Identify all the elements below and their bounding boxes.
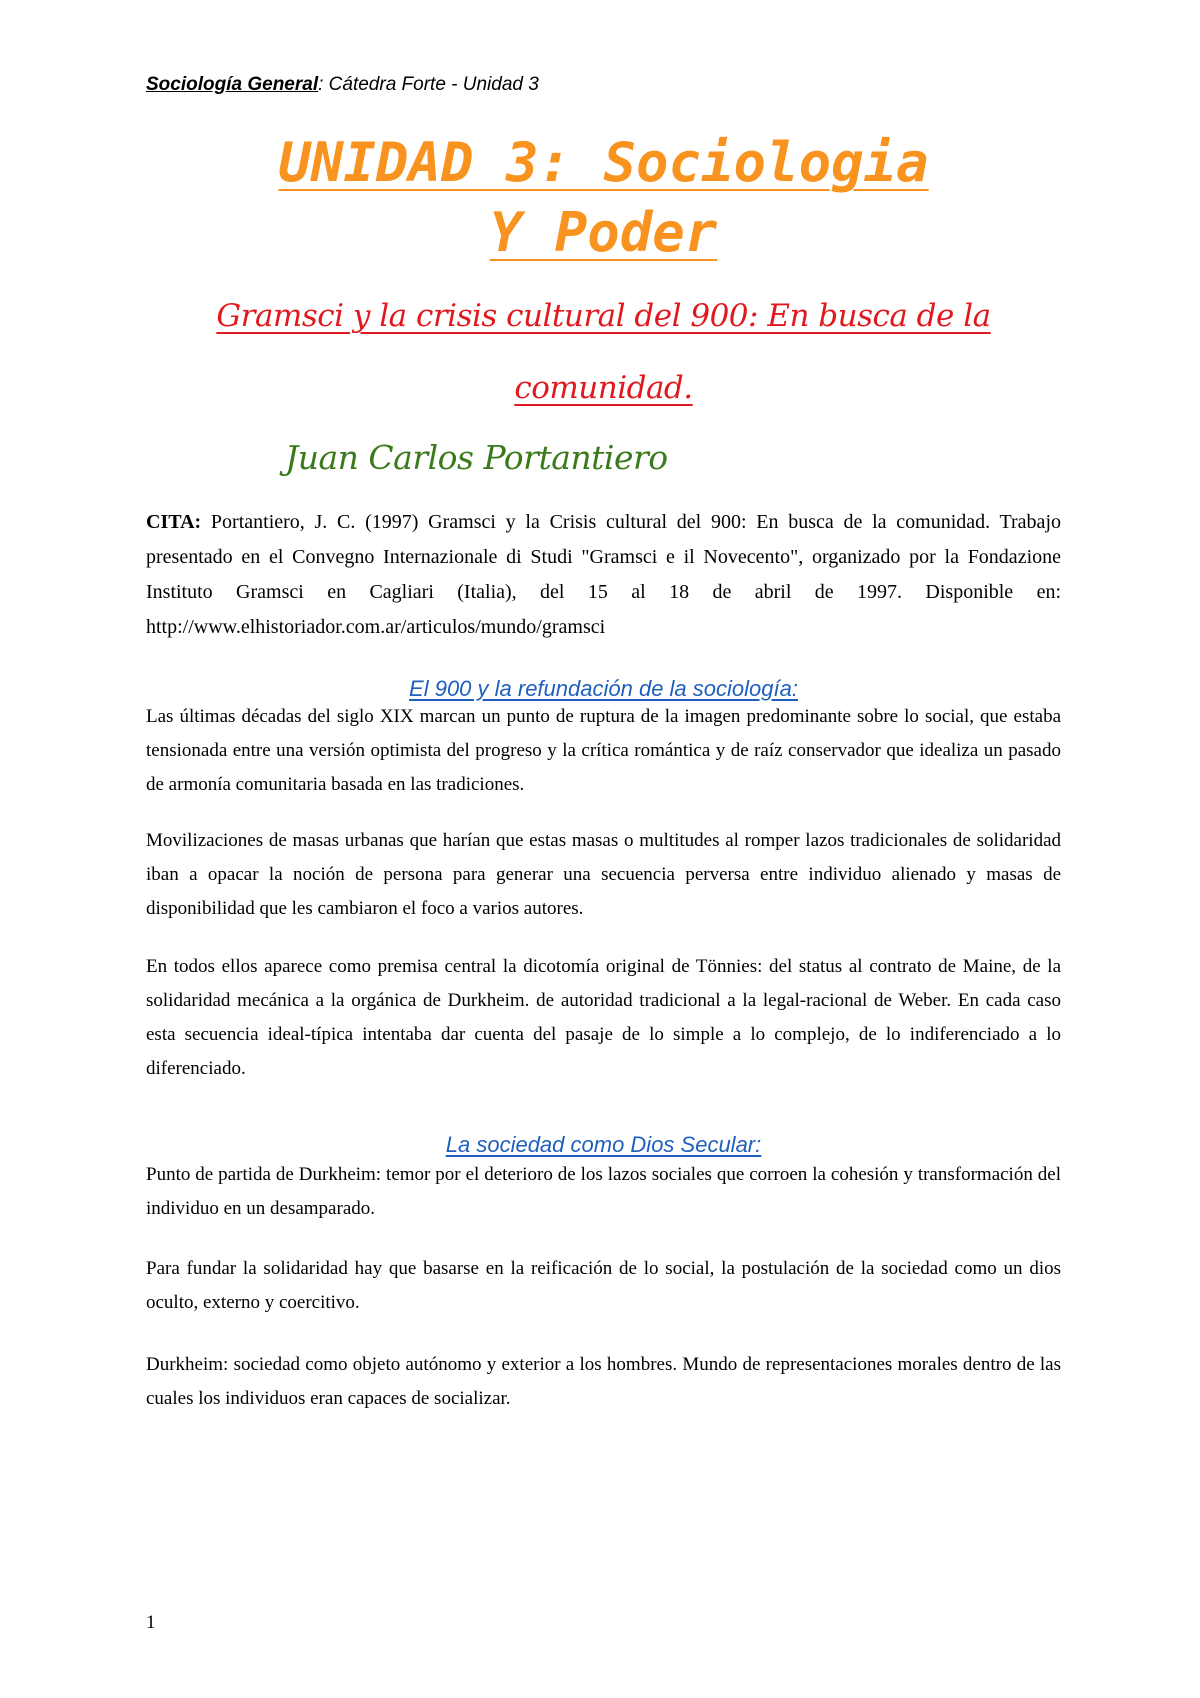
unit-title-line-1: UNIDAD 3: Sociologia	[278, 131, 929, 194]
paragraph: En todos ellos aparece como premisa central la dicotomía original de Tönnies: del status al contrato de Maine, de la solidaridad mecánica a la orgánica de Durkheim. de autoridad tradicional a la legal-racional de Weber. En cada caso esta secuencia ideal-típica intentaba dar cuenta del pasaje de lo simple a lo complejo, de lo indiferenciado a lo diferenciado.	[146, 956, 1061, 1079]
citation-text: Portantiero, J. C. (1997) Gramsci y la Crisis cultural del 900: En busca de la comunidad. Trabajo presentado en el Convegno Internazionale di Studi "Gramsci e il Novecento", organizado por la Fondazione Instituto Gramsci en Cagliari (Italia), del 15 al 18 de abril de 1997. Disponible en: http://www.elhistoriador.com.ar/articulos/mundo/gramsci	[146, 511, 1061, 638]
article-title-line-2: comunidad.	[514, 370, 693, 406]
section-heading-sociology-text: El 900 y la refundación de la sociología:	[409, 676, 798, 701]
paragraph: Para fundar la solidaridad hay que basarse en la reificación de lo social, la postulación de la sociedad como un dios oculto, externo y coercitivo.	[146, 1258, 1061, 1313]
page-number: 1	[146, 1612, 156, 1633]
section-heading-secular-god-text: La sociedad como Dios Secular:	[445, 1132, 762, 1157]
unit-title	[146, 128, 1061, 268]
section-heading-sociology	[146, 676, 1061, 702]
paragraph: Punto de partida de Durkheim: temor por el deterioro de los lazos sociales que corroen la cohesión y transformación del individuo en un desamparado.	[146, 1164, 1061, 1219]
paragraph: Movilizaciones de masas urbanas que harían que estas masas o multitudes al romper lazos tradicionales de solidaridad iban a opacar la noción de persona para generar una secuencia perversa entre individuo alienado y masas de disponibilidad que les cambiaron el foco a varios autores.	[146, 830, 1061, 919]
running-header	[146, 74, 539, 96]
author-name: Juan Carlos Portantiero	[285, 438, 668, 477]
unit-title-line-2: Y Poder	[489, 201, 718, 264]
paragraph: Las últimas décadas del siglo XIX marcan un punto de ruptura de la imagen predominante sobre lo social, que estaba tensionada entre una versión optimista del progreso y la crítica romántica y de raíz conservador que idealiza un pasado de armonía comunitaria basada en las tradiciones.	[146, 706, 1061, 795]
paragraph: Durkheim: sociedad como objeto autónomo y exterior a los hombres. Mundo de representaciones morales dentro de las cuales los individuos eran capaces de socializar.	[146, 1354, 1061, 1409]
citation-label: CITA:	[146, 511, 202, 533]
header-course-name: Sociología General	[146, 74, 319, 95]
header-course-detail: : Cátedra Forte - Unidad 3	[318, 74, 539, 95]
citation-block	[146, 505, 1061, 645]
section-heading-secular-god	[146, 1132, 1061, 1158]
article-title-line-1: Gramsci y la crisis cultural del 900: En busca de la	[216, 298, 991, 334]
article-title	[146, 280, 1061, 424]
